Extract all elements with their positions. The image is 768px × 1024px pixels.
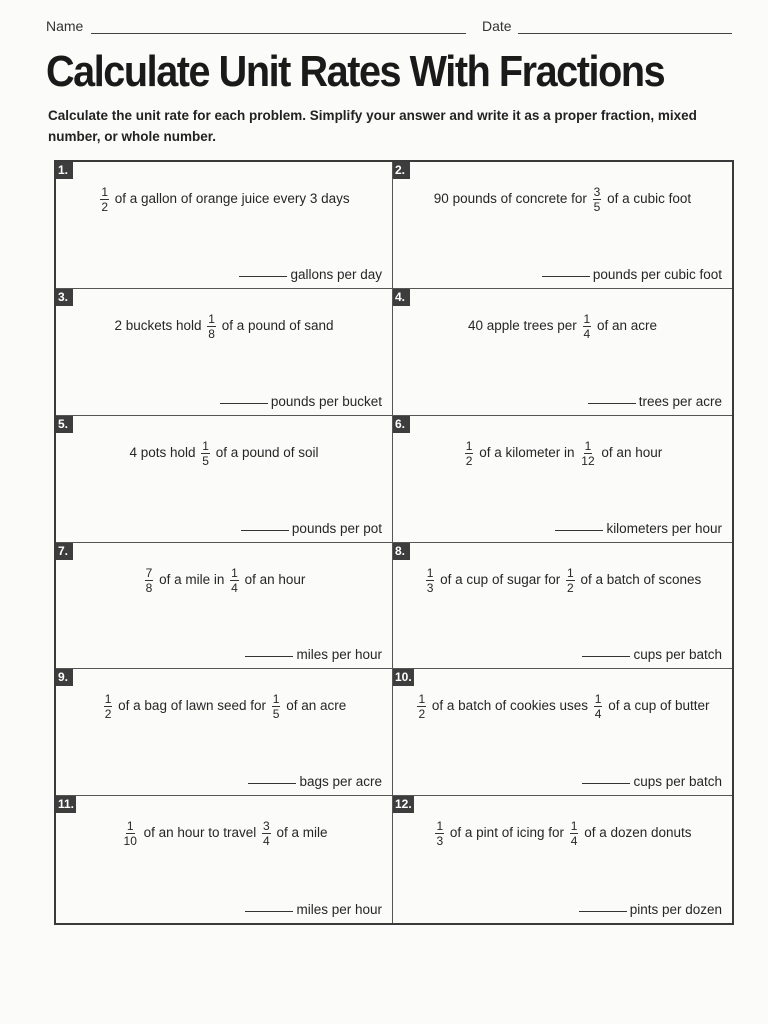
problem-number: 11. <box>58 797 75 812</box>
denominator: 2 <box>465 453 473 468</box>
denominator: 4 <box>583 326 591 341</box>
problem-text-part: of a bag of lawn seed for <box>118 698 267 714</box>
problem-text <box>393 567 732 594</box>
denominator: 10 <box>123 834 137 849</box>
answer-line <box>245 647 382 662</box>
answer-unit: gallons per day <box>290 266 382 282</box>
problem-cell <box>56 669 393 796</box>
numerator: 3 <box>593 185 601 199</box>
problem-number: 7. <box>56 543 73 560</box>
problem-number: 12. <box>395 797 412 812</box>
answer-blank[interactable] <box>582 655 630 657</box>
problem-number: 2. <box>393 162 410 179</box>
problem-text-lead: 4 pots hold <box>129 444 196 460</box>
problem-number: 5. <box>56 416 73 433</box>
numerator: 1 <box>426 565 434 580</box>
problem-text <box>393 186 732 213</box>
answer-blank[interactable] <box>582 782 630 784</box>
problem-text <box>393 693 732 720</box>
problem-number: 4. <box>393 289 410 306</box>
problem-text-lead: 40 apple trees per <box>467 317 577 333</box>
problem-text <box>56 693 392 720</box>
problem-text-tail: of a mile <box>276 825 328 841</box>
problem-cell <box>393 543 732 670</box>
denominator: 5 <box>202 453 209 468</box>
fraction <box>593 186 602 213</box>
problem-cell <box>393 289 732 416</box>
answer-unit: pints per dozen <box>629 902 722 917</box>
fraction <box>570 820 579 847</box>
problem-text <box>56 567 392 594</box>
fraction <box>230 567 239 594</box>
instructions: Calculate the unit rate for each problem. Simplify your answer and write it as a proper fraction, mixed number, or whole number. <box>48 108 697 144</box>
denominator: 2 <box>418 707 426 722</box>
fraction <box>566 567 575 594</box>
problem-text-lead: 90 pounds of concrete for <box>433 191 587 207</box>
name-field[interactable] <box>91 33 466 34</box>
answer-blank[interactable] <box>579 910 627 912</box>
fraction <box>594 693 603 720</box>
problem-text <box>56 440 392 467</box>
fraction <box>435 820 444 847</box>
answer-blank[interactable] <box>245 655 293 657</box>
answer-blank[interactable] <box>241 529 289 531</box>
numerator: 1 <box>231 565 238 580</box>
page-title: Calculate Unit Rates With Fractions <box>46 47 665 96</box>
problem-text <box>393 313 732 340</box>
problem-cell <box>393 162 732 289</box>
problem-cell <box>56 162 393 289</box>
problem-number: 8. <box>393 543 410 560</box>
fraction <box>465 440 474 467</box>
answer-unit: pounds per pot <box>291 520 382 536</box>
denominator: 2 <box>101 200 108 214</box>
answer-line <box>588 394 722 409</box>
name-label: Name <box>46 18 84 34</box>
denominator: 2 <box>104 707 112 722</box>
problem-text <box>393 820 732 847</box>
answer-unit: pounds per cubic foot <box>592 266 722 282</box>
numerator: 7 <box>145 565 153 580</box>
problem-number: 9. <box>56 669 73 686</box>
problem-cell <box>56 796 393 923</box>
problem-text-part: of a pint of icing for <box>449 825 564 841</box>
answer-blank[interactable] <box>239 275 287 277</box>
numerator: 1 <box>101 185 108 199</box>
fraction <box>417 693 426 720</box>
numerator: 1 <box>570 819 578 834</box>
problem-text <box>56 186 392 213</box>
numerator: 1 <box>583 311 591 326</box>
answer-line <box>241 521 382 536</box>
answer-blank[interactable] <box>588 402 636 404</box>
problem-number: 1. <box>56 162 73 179</box>
fraction <box>145 567 154 594</box>
fraction <box>272 693 281 720</box>
problem-text-part: of a gallon of orange juice every 3 days <box>114 191 350 207</box>
problem-text-tail: of a cup of butter <box>608 698 710 714</box>
answer-unit: miles per hour <box>296 647 382 663</box>
answer-line <box>582 774 722 789</box>
fraction <box>104 693 113 720</box>
answer-blank[interactable] <box>220 402 268 404</box>
problem-text-tail: of a dozen donuts <box>584 825 692 841</box>
problem-text-tail: of an hour <box>601 444 663 460</box>
answer-blank[interactable] <box>555 529 603 531</box>
numerator: 1 <box>418 692 426 707</box>
header-row <box>46 18 734 38</box>
denominator: 8 <box>208 326 215 341</box>
denominator: 4 <box>570 834 578 849</box>
date-label: Date <box>482 18 512 34</box>
answer-line <box>582 647 722 662</box>
answer-line <box>542 267 722 282</box>
denominator: 8 <box>145 580 153 595</box>
answer-line <box>248 774 382 789</box>
problem-cell <box>56 416 393 543</box>
denominator: 3 <box>436 834 444 849</box>
problem-text-part: of a pound of sand <box>221 317 334 333</box>
answer-unit: kilometers per hour <box>606 520 722 536</box>
problem-cell <box>393 796 732 923</box>
answer-line <box>245 902 382 917</box>
fraction <box>201 440 210 467</box>
fraction <box>426 567 435 594</box>
problem-text-part: of a cubic foot <box>607 191 692 207</box>
denominator: 4 <box>594 707 602 722</box>
problem-text-part: of a batch of cookies uses <box>431 698 588 714</box>
answer-blank[interactable] <box>245 910 293 912</box>
problem-text-part: of a mile in <box>159 571 225 587</box>
numerator: 1 <box>436 819 444 834</box>
denominator: 3 <box>426 580 434 595</box>
problem-number: 10. <box>395 670 412 685</box>
answer-blank[interactable] <box>542 275 590 277</box>
answer-unit: pounds per bucket <box>270 393 382 409</box>
problem-text-tail: of an hour <box>244 571 306 587</box>
numerator: 1 <box>272 692 280 707</box>
answer-line <box>579 902 722 917</box>
numerator: 1 <box>126 819 134 834</box>
denominator: 12 <box>581 453 595 468</box>
answer-unit: cups per batch <box>633 774 722 790</box>
problem-text-lead: 2 buckets hold <box>114 317 202 333</box>
problem-text-tail: of an acre <box>286 698 347 714</box>
answer-line <box>239 267 382 282</box>
problem-cell <box>393 416 732 543</box>
problem-text <box>393 440 732 467</box>
problem-grid <box>54 160 734 925</box>
problem-text-tail: of a batch of scones <box>580 571 702 587</box>
numerator: 1 <box>465 438 473 453</box>
problem-text-part: of an acre <box>597 317 658 333</box>
problem-text <box>56 313 392 340</box>
problem-text-part: of a pound of soil <box>215 444 319 460</box>
numerator: 1 <box>104 692 112 707</box>
problem-number: 6. <box>393 416 410 433</box>
problem-text-part: of an hour to travel <box>143 825 257 841</box>
answer-line <box>220 394 382 409</box>
date-field[interactable] <box>518 33 732 34</box>
answer-unit: miles per hour <box>296 902 382 917</box>
numerator: 1 <box>594 692 602 707</box>
numerator: 1 <box>567 565 574 580</box>
problem-cell <box>393 669 732 796</box>
fraction <box>123 820 138 847</box>
answer-blank[interactable] <box>248 782 296 784</box>
fraction <box>100 186 109 213</box>
problem-cell <box>56 289 393 416</box>
fraction <box>207 313 216 340</box>
numerator: 1 <box>202 438 209 453</box>
numerator: 3 <box>262 819 270 834</box>
answer-unit: bags per acre <box>299 774 382 790</box>
numerator: 1 <box>208 311 215 326</box>
numerator: 1 <box>584 438 592 453</box>
denominator: 2 <box>567 580 574 595</box>
problem-text <box>56 820 392 847</box>
denominator: 4 <box>231 580 238 595</box>
denominator: 5 <box>593 200 601 214</box>
answer-line <box>555 521 722 536</box>
answer-unit: cups per batch <box>633 647 722 663</box>
problem-cell <box>56 543 393 670</box>
problem-text-part: of a cup of sugar for <box>440 571 561 587</box>
fraction <box>583 313 592 340</box>
problem-number: 3. <box>56 289 73 306</box>
answer-unit: trees per acre <box>638 393 722 409</box>
problem-text-part: of a kilometer in <box>479 444 575 460</box>
denominator: 4 <box>262 834 270 849</box>
denominator: 5 <box>272 707 280 722</box>
fraction <box>580 440 595 467</box>
fraction <box>262 820 271 847</box>
